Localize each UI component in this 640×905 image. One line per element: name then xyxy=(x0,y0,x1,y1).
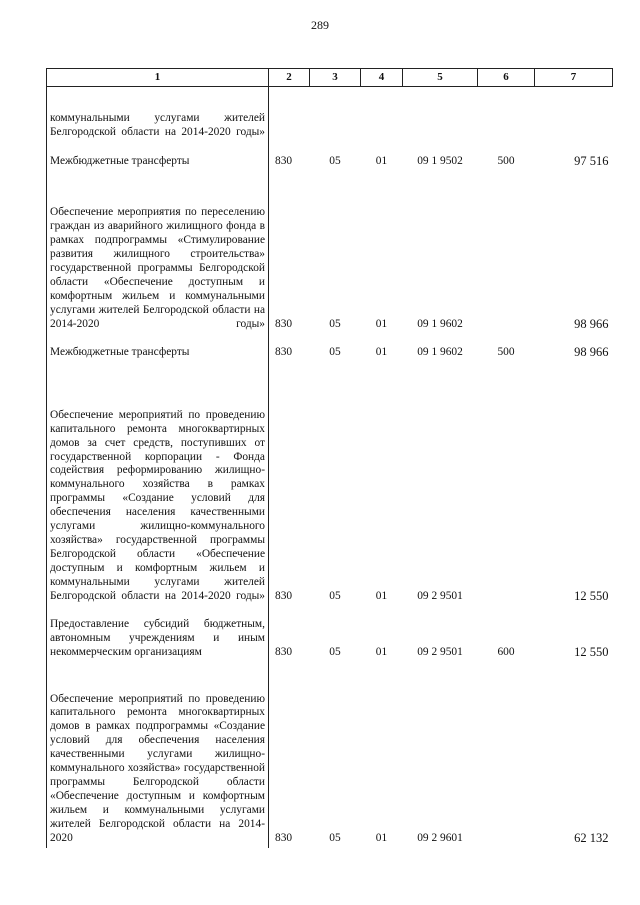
row-code-5: 09 2 9501 xyxy=(417,645,463,658)
row-amount: 12 550 xyxy=(574,644,609,659)
header-cell-6: 6 xyxy=(478,69,535,87)
row-code-3: 05 xyxy=(329,345,341,358)
row-name: Обеспечение мероприятий по проведению капитального ремонта многоквартирных домов за счет средств, поступивших от государственной корпорации - Фонда содействия реформированию жилищно-коммунального хозяйства в рамках программы «Создание условий для обеспечения населения качественными услугами жилищно-коммунального хозяйства» государственной программы Белгородской области «Обеспечение доступным и комфортным жильем и коммунальными услугами жителей Белгородской области на 2014-2020 годы» xyxy=(47,362,269,606)
row-code-6: 600 xyxy=(497,645,515,658)
header-row xyxy=(47,69,613,87)
row-name: Межбюджетные трансферты xyxy=(47,142,269,171)
row-amount: 97 516 xyxy=(574,153,609,168)
row-amount: 98 966 xyxy=(574,344,609,359)
row-code-3 xyxy=(310,87,361,142)
row-code-2 xyxy=(269,87,310,142)
header-cell-1: 1 xyxy=(47,69,269,87)
row-code-4 xyxy=(361,87,403,142)
row-name: Предоставление субсидий бюджетным, автономным учреждениям и иным некоммерческим организациям xyxy=(47,606,269,662)
row-name: Межбюджетные трансферты xyxy=(47,334,269,362)
row-code-6 xyxy=(478,171,535,334)
row-code-2: 830 xyxy=(275,317,293,330)
row-name: коммунальными услугами жителей Белгородской области на 2014-2020 годы» xyxy=(47,87,269,142)
row-code-6: 500 xyxy=(497,154,515,167)
row-code-6 xyxy=(478,662,535,848)
row-code-6: 500 xyxy=(497,345,515,358)
header-cell-4: 4 xyxy=(361,69,403,87)
table-row xyxy=(47,142,613,171)
row-code-5: 09 1 9602 xyxy=(417,345,463,358)
row-code-5: 09 1 9502 xyxy=(417,154,463,167)
header-cell-2: 2 xyxy=(269,69,310,87)
table-row xyxy=(47,171,613,334)
row-name: Обеспечение мероприятий по проведению капитального ремонта многоквартирных домов в рамках подпрограммы «Создание условий для обеспечения населения качественными услугами жилищно-коммунального хозяйства» государственной программы Белгородской области «Обеспечение доступным и комфортным жильем и коммунальными услугами жителей Белгородской области на 2014-2020 xyxy=(47,662,269,848)
row-code-2: 830 xyxy=(275,345,293,358)
row-code-4: 01 xyxy=(375,154,388,167)
row-code-3: 05 xyxy=(329,645,341,658)
row-code-4: 01 xyxy=(375,645,388,658)
row-code-2: 830 xyxy=(275,589,293,602)
table-row xyxy=(47,334,613,362)
row-code-2: 830 xyxy=(275,154,293,167)
row-code-3: 05 xyxy=(329,154,341,167)
row-code-3: 05 xyxy=(329,317,341,330)
row-code-4: 01 xyxy=(375,317,388,330)
row-code-3: 05 xyxy=(329,589,341,602)
row-code-6 xyxy=(478,362,535,606)
row-code-3: 05 xyxy=(329,831,341,844)
table-row xyxy=(47,362,613,606)
row-code-5: 09 2 9501 xyxy=(417,589,463,602)
row-code-5: 09 1 9602 xyxy=(417,317,463,330)
row-code-4: 01 xyxy=(375,345,388,358)
row-code-2: 830 xyxy=(275,645,293,658)
row-code-4: 01 xyxy=(375,831,388,844)
budget-table xyxy=(46,68,613,848)
table-row xyxy=(47,662,613,848)
header-cell-3: 3 xyxy=(310,69,361,87)
row-code-5: 09 2 9601 xyxy=(417,831,463,844)
table-row xyxy=(47,87,613,142)
header-cell-7: 7 xyxy=(535,69,613,87)
row-amount: 98 966 xyxy=(574,316,609,331)
row-amount: 62 132 xyxy=(574,830,609,845)
row-code-6 xyxy=(478,87,535,142)
row-name: Обеспечение мероприятия по переселению граждан из аварийного жилищного фонда в рамках подпрограммы «Стимулирование развития жилищного строительства» государственной программы Белгородской области «Обеспечение доступным и комфортным жильем и коммунальными услугами жителей Белгородской области на 2014-2020 годы» xyxy=(47,171,269,334)
page-number: 289 xyxy=(311,18,329,32)
row-code-4: 01 xyxy=(375,589,388,602)
row-amount xyxy=(535,87,613,142)
table-row xyxy=(47,606,613,662)
header-cell-5: 5 xyxy=(403,69,478,87)
row-code-2: 830 xyxy=(275,831,293,844)
row-code-5 xyxy=(403,87,478,142)
row-amount: 12 550 xyxy=(574,588,609,603)
